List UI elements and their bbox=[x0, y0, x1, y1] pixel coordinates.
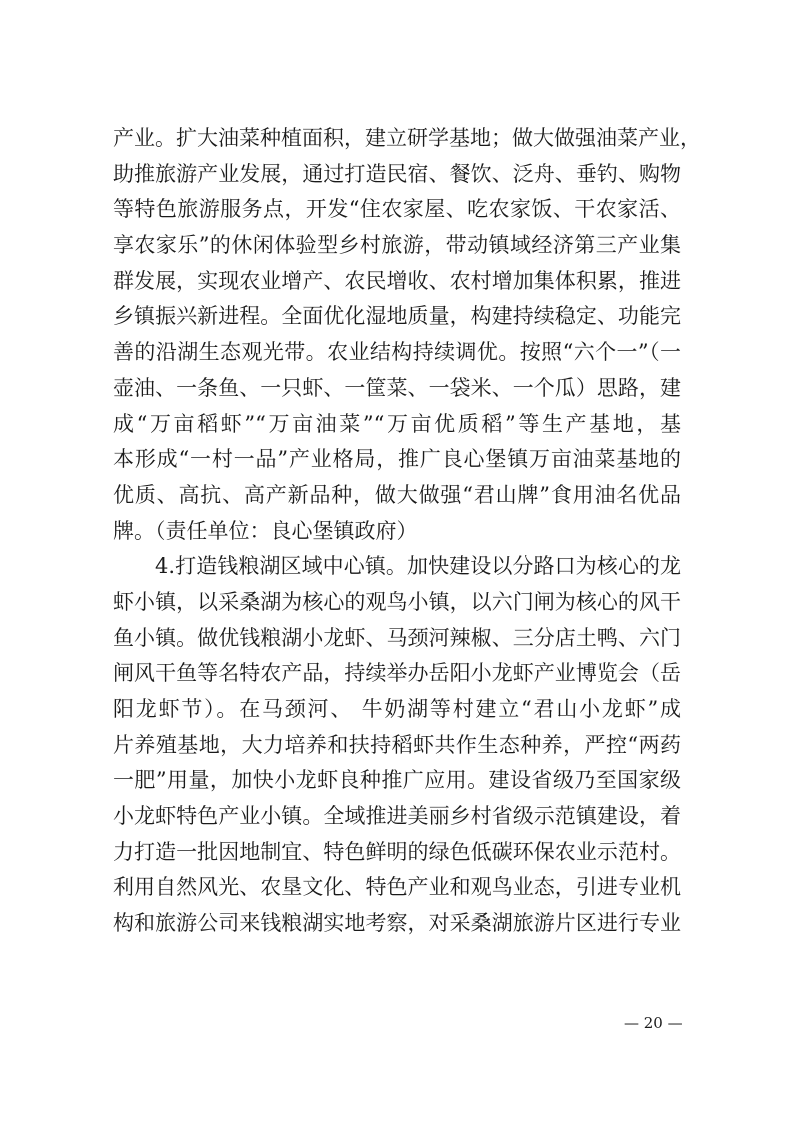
text-line: 片养殖基地，大力培养和扶持稻虾共作生态种养，严控“两药 bbox=[113, 732, 681, 757]
text-line: 产业。扩大油菜种植面积，建立研学基地；做大做强油菜产业， bbox=[113, 126, 701, 150]
document-body bbox=[113, 121, 701, 942]
text-line: 优质、高抗、高产新品种，做大做强“君山牌”食用油名优品 bbox=[113, 482, 681, 507]
section-heading-line: 4.打造钱粮湖区域中心镇。加快建设以分路口为核心的龙 bbox=[155, 554, 681, 579]
text-line: 等特色旅游服务点，开发“住农家屋、吃农家饭、干农家活、 bbox=[113, 197, 681, 222]
text-line: 助推旅游产业发展，通过打造民宿、餐饮、泛舟、垂钓、购物 bbox=[113, 161, 681, 186]
text-line: 群发展，实现农业增产、农民增收、农村增加集体积累，推进 bbox=[113, 268, 681, 293]
text-line: 小龙虾特色产业小镇。全域推进美丽乡村省级示范镇建设，着 bbox=[113, 804, 681, 829]
text-line: 闸风干鱼等名特农产品，持续举办岳阳小龙虾产业博览会（岳 bbox=[113, 661, 681, 686]
text-line: 虾小镇，以采桑湖为核心的观鸟小镇，以六门闸为核心的风干 bbox=[113, 589, 681, 614]
text-line: 乡镇振兴新进程。全面优化湿地质量，构建持续稳定、功能完 bbox=[113, 304, 681, 329]
text-line: 力打造一批因地制宜、特色鲜明的绿色低碳环保农业示范村。 bbox=[113, 839, 681, 864]
text-line: 善的沿湖生态观光带。农业结构持续调优。按照“六个一”（一 bbox=[113, 340, 681, 365]
page-number: — 20 — bbox=[624, 1014, 683, 1032]
text-line: 构和旅游公司来钱粮湖实地考察，对采桑湖旅游片区进行专业 bbox=[113, 911, 681, 936]
text-line: 利用自然风光、农垦文化、特色产业和观鸟业态，引进专业机 bbox=[113, 875, 681, 900]
paragraph-end-line: 牌。（责任单位：良心堡镇政府） bbox=[113, 518, 418, 543]
text-line: 壶油、一条鱼、一只虾、一筐菜、一袋米、一个瓜）思路，建 bbox=[113, 375, 681, 400]
text-line: 鱼小镇。做优钱粮湖小龙虾、马颈河辣椒、三分店土鸭、六门 bbox=[113, 625, 681, 650]
text-line: 成“万亩稻虾”“万亩油菜”“万亩优质稻”等生产基地，基 bbox=[113, 411, 681, 436]
text-line: 本形成“一村一品”产业格局，推广良心堡镇万亩油菜基地的 bbox=[113, 447, 681, 472]
text-line: 一肥”用量，加快小龙虾良种推广应用。建设省级乃至国家级 bbox=[113, 768, 681, 793]
text-line: 享农家乐”的休闲体验型乡村旅游，带动镇域经济第三产业集 bbox=[113, 233, 681, 258]
text-line: 阳龙虾节）。在马颈河、 牛奶湖等村建立“君山小龙虾”成 bbox=[113, 697, 681, 721]
